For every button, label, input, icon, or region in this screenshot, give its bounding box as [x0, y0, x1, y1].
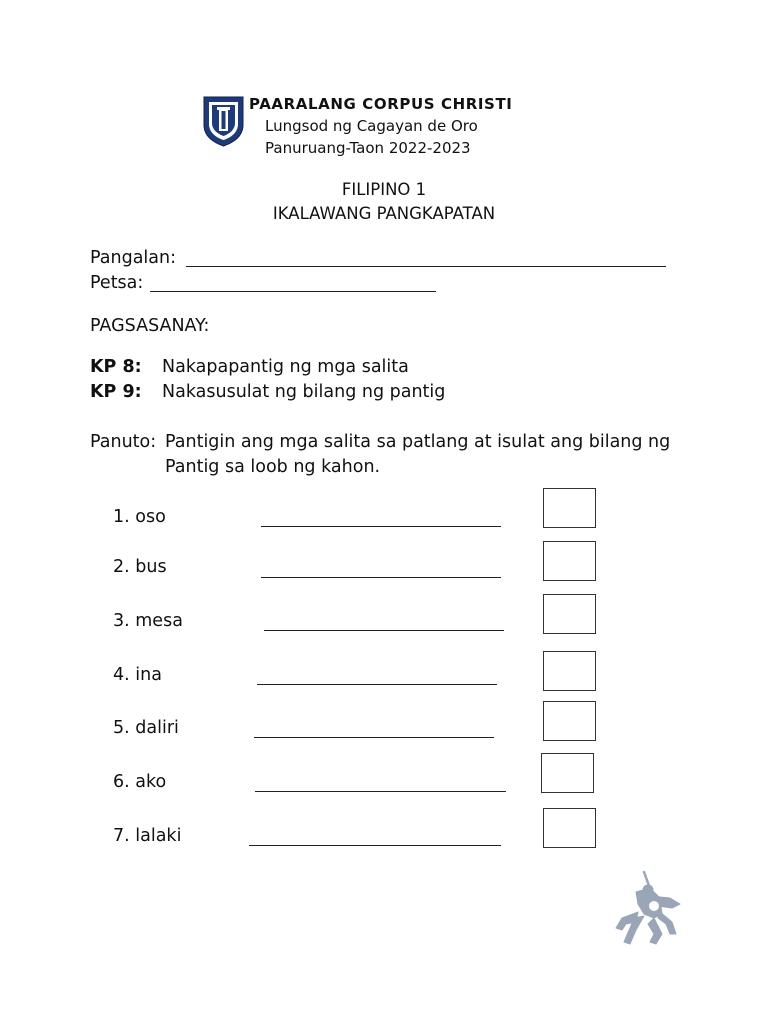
- section-heading: PAGSASANAY:: [90, 316, 210, 336]
- item-3-syllable-box[interactable]: [543, 594, 596, 634]
- competency-kp8: [90, 357, 409, 377]
- item-2-answer-line[interactable]: [261, 577, 501, 578]
- item-1-syllable-box[interactable]: [543, 488, 596, 528]
- knight-watermark-icon: [610, 868, 688, 948]
- school-city: Lungsod ng Cagayan de Oro: [265, 117, 478, 135]
- competency-text: Nakasusulat ng bilang ng pantig: [162, 382, 446, 402]
- item-2-label: 2. bus: [113, 557, 167, 577]
- item-7-syllable-box[interactable]: [543, 808, 596, 848]
- name-label: Pangalan:: [90, 248, 176, 268]
- item-5-label: 5. daliri: [113, 718, 179, 738]
- item-4-syllable-box[interactable]: [543, 651, 596, 691]
- instructions-line-1: Pantigin ang mga salita sa patlang at isulat ang bilang ng: [165, 432, 671, 452]
- school-name: PAARALANG CORPUS CHRISTI: [249, 95, 513, 113]
- school-year: Panuruang-Taon 2022-2023: [265, 139, 471, 157]
- item-2-syllable-box[interactable]: [543, 541, 596, 581]
- instructions-line-2: Pantig sa loob ng kahon.: [165, 457, 381, 477]
- item-7-answer-line[interactable]: [249, 845, 501, 846]
- item-6-label: 6. ako: [113, 772, 167, 792]
- item-6-syllable-box[interactable]: [541, 753, 594, 793]
- quarter-title: IKALAWANG PANGKAPATAN: [272, 204, 496, 223]
- date-label: Petsa:: [90, 273, 144, 293]
- item-5-syllable-box[interactable]: [543, 701, 596, 741]
- competency-code: KP 8:: [90, 357, 142, 377]
- competency-text: Nakapapantig ng mga salita: [162, 357, 409, 377]
- competency-code: KP 9:: [90, 382, 142, 402]
- item-4-label: 4. ina: [113, 665, 162, 685]
- name-blank-line[interactable]: [186, 266, 666, 267]
- item-3-answer-line[interactable]: [264, 630, 504, 631]
- subject-title: FILIPINO 1: [341, 180, 427, 199]
- school-seal-logo: [202, 95, 245, 147]
- competency-kp9: [90, 382, 445, 402]
- item-4-answer-line[interactable]: [257, 684, 497, 685]
- item-1-label: 1. oso: [113, 507, 166, 527]
- item-3-label: 3. mesa: [113, 611, 183, 631]
- item-1-answer-line[interactable]: [261, 526, 501, 527]
- instructions-label: Panuto:: [90, 432, 157, 452]
- item-7-label: 7. lalaki: [113, 826, 182, 846]
- item-6-answer-line[interactable]: [255, 791, 506, 792]
- date-blank-line[interactable]: [150, 291, 436, 292]
- item-5-answer-line[interactable]: [254, 737, 494, 738]
